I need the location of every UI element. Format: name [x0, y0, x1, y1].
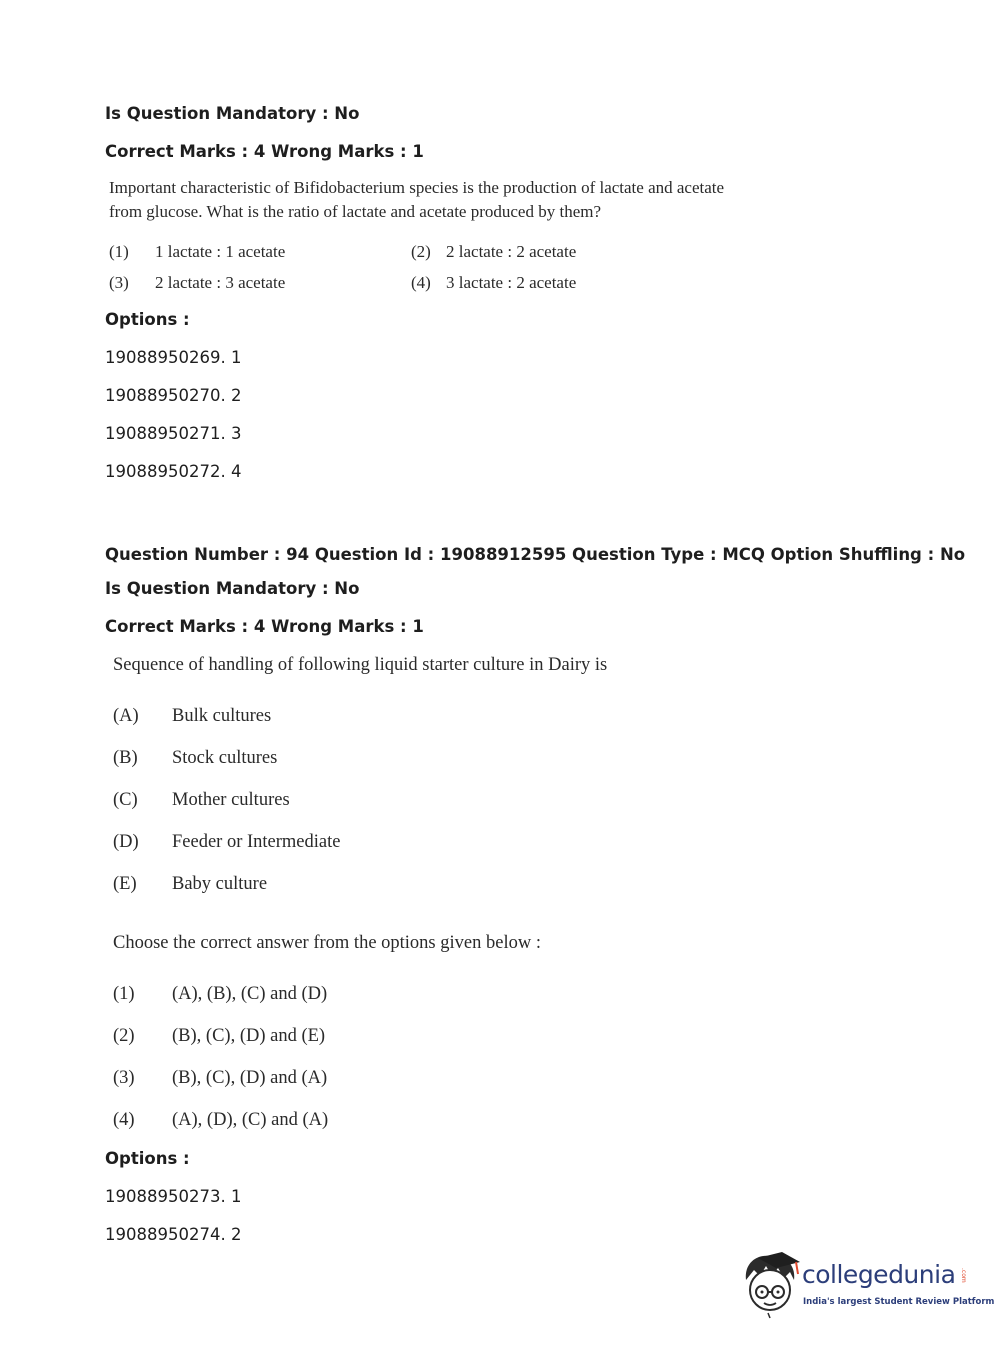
q1-choice-num-4: (4) — [411, 273, 431, 292]
q2-item-letter-c: (C) — [113, 790, 138, 810]
q2-header: Question Number : 94 Question Id : 19088912595 Question Type : MCQ Option Shuffling : No — [105, 545, 966, 564]
q1-choice-text-1: 1 lactate : 1 acetate — [155, 242, 286, 261]
logo-tagline: India's largest Student Review Platform — [803, 1297, 995, 1307]
q2-item-letter-a: (A) — [113, 706, 139, 726]
q1-option-4: 19088950272. 4 — [105, 462, 242, 481]
q1-choice-num-3: (3) — [109, 273, 129, 292]
q2-item-text-a: Bulk cultures — [172, 706, 272, 726]
q2-option-2: 19088950274. 2 — [105, 1225, 242, 1244]
q2-choice-num-3: (3) — [113, 1068, 135, 1088]
q1-marks: Correct Marks : 4 Wrong Marks : 1 — [105, 142, 424, 161]
q1-choice-num-2: (2) — [411, 242, 431, 261]
q2-choice-text-2: (B), (C), (D) and (E) — [172, 1026, 326, 1046]
q2-item-text-b: Stock cultures — [172, 748, 278, 768]
q2-item-letter-e: (E) — [113, 874, 137, 894]
q1-choice-text-2: 2 lactate : 2 acetate — [446, 242, 577, 261]
q2-item-text-d: Feeder or Intermediate — [172, 832, 341, 852]
q1-mandatory: Is Question Mandatory : No — [105, 104, 360, 123]
q2-choice-num-4: (4) — [113, 1110, 135, 1130]
q1-text-line1: Important characteristic of Bifidobacterium species is the production of lactate and acetate — [109, 178, 725, 197]
q2-choice-text-1: (A), (B), (C) and (D) — [172, 984, 328, 1004]
q2-choose-instruction: Choose the correct answer from the options given below : — [113, 933, 541, 953]
q1-option-2: 19088950270. 2 — [105, 386, 242, 405]
q1-text-line2: from glucose. What is the ratio of lactate and acetate produced by them? — [109, 202, 602, 221]
q2-item-text-e: Baby culture — [172, 874, 268, 894]
q2-choice-text-4: (A), (D), (C) and (A) — [172, 1110, 329, 1130]
q1-choice-num-1: (1) — [109, 242, 129, 261]
q1-option-1: 19088950269. 1 — [105, 348, 242, 367]
mascot-icon — [740, 1250, 802, 1320]
q2-item-letter-d: (D) — [113, 832, 139, 852]
q2-marks: Correct Marks : 4 Wrong Marks : 1 — [105, 617, 424, 636]
q2-choice-num-2: (2) — [113, 1026, 135, 1046]
q1-choice-text-3: 2 lactate : 3 acetate — [155, 273, 286, 292]
q2-text: Sequence of handling of following liquid starter culture in Dairy is — [113, 655, 608, 675]
q1-choice-text-4: 3 lactate : 2 acetate — [446, 273, 577, 292]
q2-options-label: Options : — [105, 1149, 190, 1168]
q2-item-letter-b: (B) — [113, 748, 138, 768]
q2-mandatory: Is Question Mandatory : No — [105, 579, 360, 598]
q2-item-text-c: Mother cultures — [172, 790, 290, 810]
q1-option-3: 19088950271. 3 — [105, 424, 242, 443]
q2-choice-num-1: (1) — [113, 984, 135, 1004]
logo-wordmark: collegedunia — [802, 1260, 956, 1289]
q2-choice-text-3: (B), (C), (D) and (A) — [172, 1068, 328, 1088]
collegedunia-logo — [740, 1250, 995, 1320]
q1-options-label: Options : — [105, 310, 190, 329]
q2-option-1: 19088950273. 1 — [105, 1187, 242, 1206]
logo-suffix: .com — [960, 1268, 967, 1283]
